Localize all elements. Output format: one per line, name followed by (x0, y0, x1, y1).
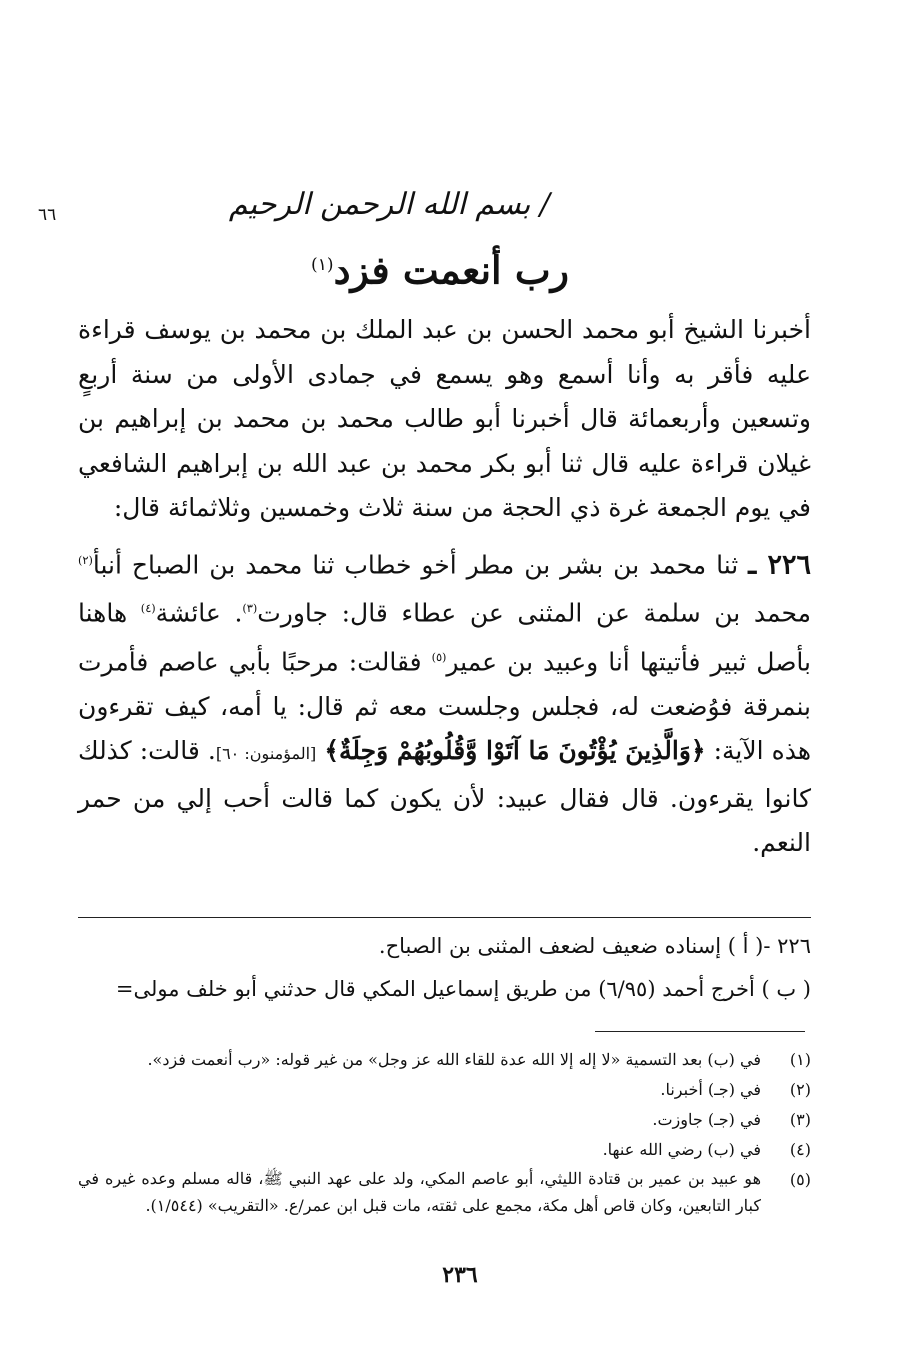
isnad-paragraph: أخبرنا الشيخ أبو محمد الحسن بن عبد الملك بن محمد بن يوسف قراءة عليه فأقر به وأنا أسمع وهو يسمع في جمادى الأولى من سنة أربعٍ وتسعين وأربعمائة قال أخبرنا أبو طالب محمد بن محمد بن إبراهيم بن غيلان قراءة عليه قال ثنا أبو بكر محمد بن عبد الله بن إبراهيم الشافعي في يوم الجمعة غرة ذي الحجة من سنة ثلاث وخمسين وثلاثمائة قال: (78, 315, 811, 522)
manuscript-folio-number: ٦٦ (38, 205, 57, 225)
footnote-number: (١) (789, 1050, 811, 1069)
quran-reference: [المؤمنون: ٦٠] (215, 744, 317, 764)
footnote-marker-3: (٣) (242, 602, 258, 616)
commentary-line: ( ب ) أخرج أحمد (٦/٩٥) من طريق إسماعيل المكي قال حدثني أبو خلف مولى= (115, 977, 811, 1001)
footnote-text: هو عبيد بن عمير بن قتادة الليثي، أبو عاصم المكي، ولد على عهد النبي ﷺ، قاله مسلم وعده غيره في كبار التابعين، وكان قاص أهل مكة، مجمع على ثقته، مات قبل ابن عمر/ع. «التقريب» (١/٥٤٤). (78, 1169, 762, 1215)
hadith-text-2: محمد بن سلمة عن المثنى عن عطاء قال: جاورت (257, 598, 811, 628)
footnote-text: في (جـ) جاوزت. (652, 1110, 761, 1129)
main-text (78, 308, 811, 866)
footnote-item (78, 1135, 811, 1165)
footnote-item (78, 1165, 811, 1219)
footnote-divider (595, 1031, 805, 1032)
footnote-text: في (جـ) أخبرنا. (660, 1080, 761, 1099)
footnote-number: (٥) (789, 1170, 811, 1189)
takhrij-commentary (78, 925, 811, 1011)
footnote-number: (٢) (789, 1080, 811, 1099)
footnote-text: في (ب) بعد التسمية «لا إله إلا الله عدة للقاء الله عز وجل» من غير قوله: «رب أنعمت فزد». (147, 1050, 761, 1069)
hadith-paragraph (78, 539, 811, 866)
hadith-text-5: فقالت: مرحبًا بأبي عاصم فأمرت بنمرقة فوُضعت له، فجلس وجلست معه ثم قال: يا أمه، كيف تقرءون هذه الآية: (78, 647, 812, 766)
footnote-number: (٣) (789, 1110, 811, 1129)
hadith-text-1: ثنا محمد بن بشر بن مطر أخو خطاب ثنا محمد بن الصباح أنبأ (92, 549, 739, 579)
commentary-divider (78, 917, 811, 918)
footnote-marker-1: (١) (311, 255, 334, 275)
basmala: / بسم الله الرحمن الرحيم (228, 187, 550, 222)
hadith-text-4: هاهنا بأصل ثبير فأتيتها أنا وعبيد بن عمير (78, 598, 811, 677)
footnotes (78, 1045, 811, 1219)
footnote-text: في (ب) رضي الله عنها. (602, 1140, 761, 1159)
footnote-marker-4: (٤) (140, 602, 156, 616)
footnote-marker-2: (٢) (78, 553, 93, 567)
footnote-item (78, 1075, 811, 1105)
footnote-item (78, 1105, 811, 1135)
hadith-text-6: . قالت: كذلك كانوا يقرءون. قال فقال عبيد: لأن يكون كما قالت أحب إلي من حمر النعم. (78, 736, 811, 858)
commentary-line: ٢٢٦ -( أ ) إسناده ضعيف لضعف المثنى بن الصباح. (378, 934, 811, 958)
footnote-marker-5: (٥) (431, 651, 447, 665)
page-number: ٢٣٦ (442, 1262, 478, 1288)
hadith-number: ٢٢٦ ـ (748, 548, 812, 580)
footnote-item (78, 1045, 811, 1075)
quran-verse: ﴿وَالَّذِينَ يُؤْتُونَ مَا آتَوْا وَّقُلُوبُهُمْ وَجِلَةٌ﴾ (324, 736, 706, 766)
footnote-number: (٤) (789, 1140, 811, 1159)
section-title-text: رب أنعمت فزد (333, 247, 569, 293)
hadith-text-3: . عائشة (155, 598, 243, 628)
section-title (250, 240, 630, 293)
